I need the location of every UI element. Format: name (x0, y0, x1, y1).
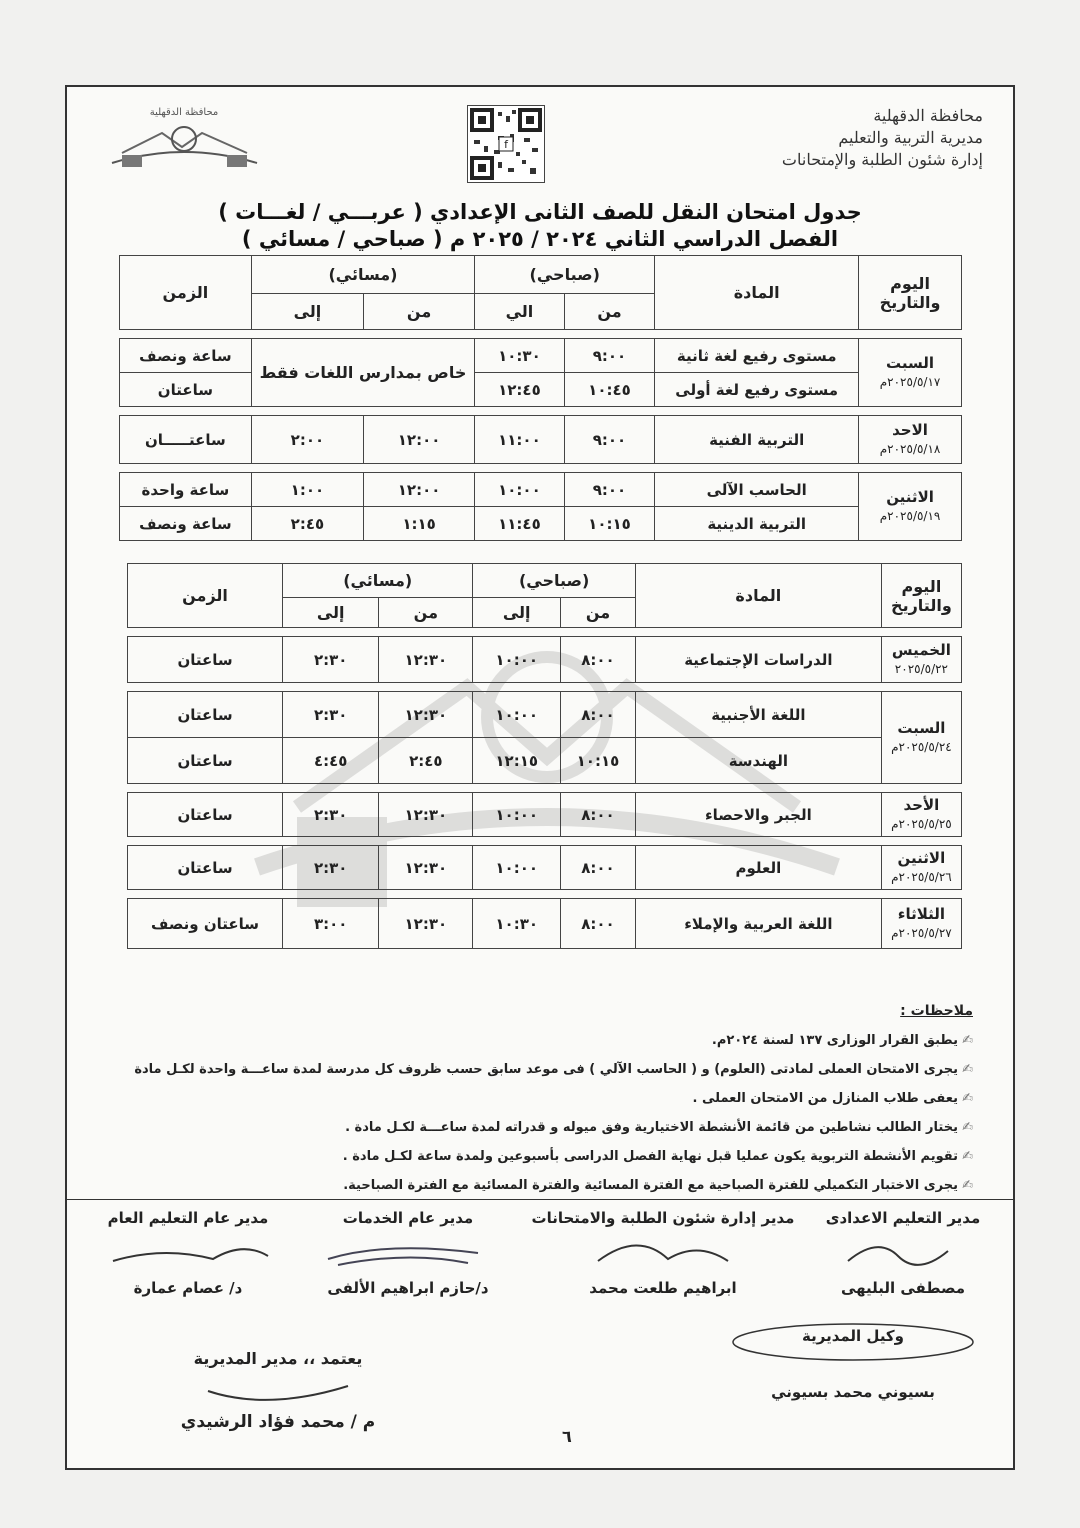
morning-to-cell: ١٢:٤٥ (475, 373, 565, 407)
evening-from-cell: ١٢:٣٠ (379, 793, 473, 837)
evening-from-cell: ١٢:٣٠ (379, 637, 473, 683)
morning-to-cell: ١٠:٣٠ (473, 899, 561, 949)
day-date-cell: الأحد ٢٠٢٥/٥/٢٥م (881, 793, 961, 837)
subject-cell: الحاسب الآلى (655, 473, 859, 507)
table-row (120, 339, 962, 373)
header-morning-from: من (564, 294, 655, 330)
signature-deputy: وكيل المديرية بسيوني محمد بسيوني (728, 1327, 978, 1401)
table-row (120, 373, 962, 407)
directorate-name: مديرية التربية والتعليم (838, 128, 983, 147)
morning-from-cell: ٨:٠٠ (561, 637, 636, 683)
subject-cell: الهندسة (635, 738, 881, 784)
table-row (128, 738, 962, 784)
note-item: ✍ تقويم الأنشطة التربوية يكون عمليا قبل نهاية الفصل الدراسى بأسبوعين ولمدة ساعة لكـل مادة . (93, 1142, 973, 1171)
morning-to-cell: ١٠:٣٠ (475, 339, 565, 373)
schedule-table-1 (119, 255, 962, 541)
table-row (128, 899, 962, 949)
evening-to-cell: ٤:٤٥ (283, 738, 379, 784)
signature-services-director: مدير عام الخدمات د/حازم ابراهيم الألفى (327, 1209, 489, 1297)
table-row (128, 637, 962, 683)
signature-divider (67, 1199, 1013, 1200)
header-evening-to: إلى (251, 294, 363, 330)
evening-to-cell: ٢:٣٠ (283, 793, 379, 837)
morning-to-cell: ١٠:٠٠ (473, 793, 561, 837)
evening-from-cell: ١٢:٣٠ (379, 846, 473, 890)
header-morning: (صباحي) (473, 564, 636, 598)
header-morning-from: من (561, 598, 636, 628)
signature-prep-director: مدير التعليم الاعدادى مصطفى البليهى (825, 1209, 981, 1297)
page-number: ٦ (562, 1427, 572, 1446)
duration-cell: ساعتان ونصف (128, 899, 283, 949)
duration-cell: ساعة ونصف (120, 507, 252, 541)
header-evening-from: من (364, 294, 475, 330)
duration-cell: ساعتان (128, 738, 283, 784)
day-date-cell: الثلاثاء ٢٠٢٥/٥/٢٧م (881, 899, 961, 949)
morning-from-cell: ١٠:٤٥ (564, 373, 655, 407)
evening-to-cell: ٢:٠٠ (251, 416, 363, 464)
duration-cell: ساعة ونصف (120, 339, 252, 373)
header-morning-to: إلى (473, 598, 561, 628)
header-evening-to: إلى (283, 598, 379, 628)
note-item: ✍ يجرى الامتحان العملى لمادتى (العلوم) و ( الحاسب الآلي ) فى موعد سابق حسب ظروف كل مدرسة لمدة ساعـــة واحدة لكـل مادة (93, 1055, 973, 1084)
document-frame (65, 85, 1015, 1470)
table-row (120, 473, 962, 507)
header-morning: (صباحي) (475, 256, 655, 294)
header-day-date: اليوم والتاريخ (859, 256, 962, 330)
signature-general-director: مدير عام التعليم العام د/ عصام عمارة (107, 1209, 269, 1297)
day-date-cell: الاحد ٢٠٢٥/٥/١٨م (859, 416, 962, 464)
note-item: ✍ يعفى طلاب المنازل من الامتحان العملى . (93, 1084, 973, 1113)
title-line-1: جدول امتحان النقل للصف الثانى الإعدادي ( عربـــي / لغـــات ) (218, 200, 862, 224)
morning-from-cell: ٩:٠٠ (564, 339, 655, 373)
subject-cell: التربية الفنية (655, 416, 859, 464)
header-evening: (مسائي) (283, 564, 473, 598)
svg-text:f: f (504, 138, 508, 151)
note-item: ✍ يطبق القرار الوزارى ١٣٧ لسنة ٢٠٢٤م. (93, 1026, 973, 1055)
subject-cell: الدراسات الإجتماعية (635, 637, 881, 683)
subject-cell: مستوى رفيع لغة ثانية (655, 339, 859, 373)
header-authority (763, 105, 983, 171)
morning-to-cell: ١٢:١٥ (473, 738, 561, 784)
signature-affairs-director: مدير إدارة شئون الطلبة والامتحانات ابراهيم طلعت محمد (531, 1209, 795, 1297)
evening-from-cell: ١٢:٠٠ (364, 473, 475, 507)
duration-cell: ساعتـــــان (120, 416, 252, 464)
governorate-name: محافظة الدقهلية (873, 106, 983, 125)
table-row (120, 416, 962, 464)
morning-to-cell: ١١:٤٥ (475, 507, 565, 541)
morning-from-cell: ١٠:١٥ (561, 738, 636, 784)
special-note-cell: خاص بمدارس اللغات فقط (251, 339, 474, 407)
evening-from-cell: ٢:٤٥ (379, 738, 473, 784)
subject-cell: اللغة الأجنبية (635, 692, 881, 738)
note-item: ✍ يختار الطالب نشاطين من قائمة الأنشطة الاختيارية وفق ميوله و قدراته لمدة ساعـــة لكـل مادة . (93, 1113, 973, 1142)
morning-to-cell: ١١:٠٠ (475, 416, 565, 464)
notes-section (93, 997, 973, 1200)
title-line-2: الفصل الدراسي الثاني ٢٠٢٤ / ٢٠٢٥ م ( صباحي / مسائي ) (241, 227, 839, 251)
header-morning-to: الي (475, 294, 565, 330)
evening-to-cell: ٢:٣٠ (283, 637, 379, 683)
table-row (128, 846, 962, 890)
header-subject: المادة (655, 256, 859, 330)
duration-cell: ساعتان (128, 846, 283, 890)
evening-from-cell: ١:١٥ (364, 507, 475, 541)
morning-to-cell: ١٠:٠٠ (473, 692, 561, 738)
header-duration: الزمن (120, 256, 252, 330)
schedule-table-2 (127, 563, 962, 949)
evening-to-cell: ٢:٤٥ (251, 507, 363, 541)
duration-cell: ساعة واحدة (120, 473, 252, 507)
duration-cell: ساعتان (128, 692, 283, 738)
day-date-cell: السبت ٢٠٢٥/٥/٢٤م (881, 692, 961, 784)
morning-from-cell: ٨:٠٠ (561, 846, 636, 890)
qr-code-icon (467, 105, 545, 183)
note-item: ✍ يجرى الاختبار التكميلي للفترة الصباحية مع الفترة المسائية والفترة المسائية مع الفترة الصباحية. (93, 1171, 973, 1200)
logo-text: محافظة الدقهلية (149, 107, 219, 118)
subject-cell: التربية الدينية (655, 507, 859, 541)
day-date-cell: الاثنين ٢٠٢٥/٥/١٩م (859, 473, 962, 541)
table-row (128, 692, 962, 738)
duration-cell: ساعتان (128, 637, 283, 683)
morning-from-cell: ١٠:١٥ (564, 507, 655, 541)
header-subject: المادة (635, 564, 881, 628)
department-name: إدارة شئون الطلبة والإمتحانات (781, 150, 983, 169)
header-evening-from: من (379, 598, 473, 628)
morning-from-cell: ٩:٠٠ (564, 416, 655, 464)
subject-cell: الجبر والاحصاء (635, 793, 881, 837)
day-date-cell: الاثنين ٢٠٢٥/٥/٢٦م (881, 846, 961, 890)
duration-cell: ساعتان (128, 793, 283, 837)
evening-to-cell: ٢:٣٠ (283, 846, 379, 890)
morning-from-cell: ٨:٠٠ (561, 793, 636, 837)
evening-from-cell: ١٢:٠٠ (364, 416, 475, 464)
header-evening: (مسائي) (251, 256, 474, 294)
table-row (128, 793, 962, 837)
morning-to-cell: ١٠:٠٠ (475, 473, 565, 507)
directorate-logo (102, 103, 267, 179)
morning-to-cell: ١٠:٠٠ (473, 637, 561, 683)
header-day-date: اليوم والتاريخ (881, 564, 961, 628)
evening-to-cell: ٢:٣٠ (283, 692, 379, 738)
morning-from-cell: ٨:٠٠ (561, 692, 636, 738)
notes-heading: ملاحظات : (900, 1003, 973, 1019)
signature-approval: يعتمد ،، مدير المديرية م / محمد فؤاد الرشيدي (180, 1349, 376, 1432)
evening-to-cell: ١:٠٠ (251, 473, 363, 507)
evening-to-cell: ٣:٠٠ (283, 899, 379, 949)
header-duration: الزمن (128, 564, 283, 628)
morning-to-cell: ١٠:٠٠ (473, 846, 561, 890)
evening-from-cell: ١٢:٣٠ (379, 692, 473, 738)
morning-from-cell: ٩:٠٠ (564, 473, 655, 507)
subject-cell: مستوى رفيع لغة أولى (655, 373, 859, 407)
document-title (67, 199, 1013, 253)
evening-from-cell: ١٢:٣٠ (379, 899, 473, 949)
day-date-cell: السبت ٢٠٢٥/٥/١٧م (859, 339, 962, 407)
subject-cell: اللغة العربية والإملاء (635, 899, 881, 949)
morning-from-cell: ٨:٠٠ (561, 899, 636, 949)
duration-cell: ساعتان (120, 373, 252, 407)
table-row (120, 507, 962, 541)
subject-cell: العلوم (635, 846, 881, 890)
day-date-cell: الخميس ٢٠٢٥/٥/٢٢ (881, 637, 961, 683)
